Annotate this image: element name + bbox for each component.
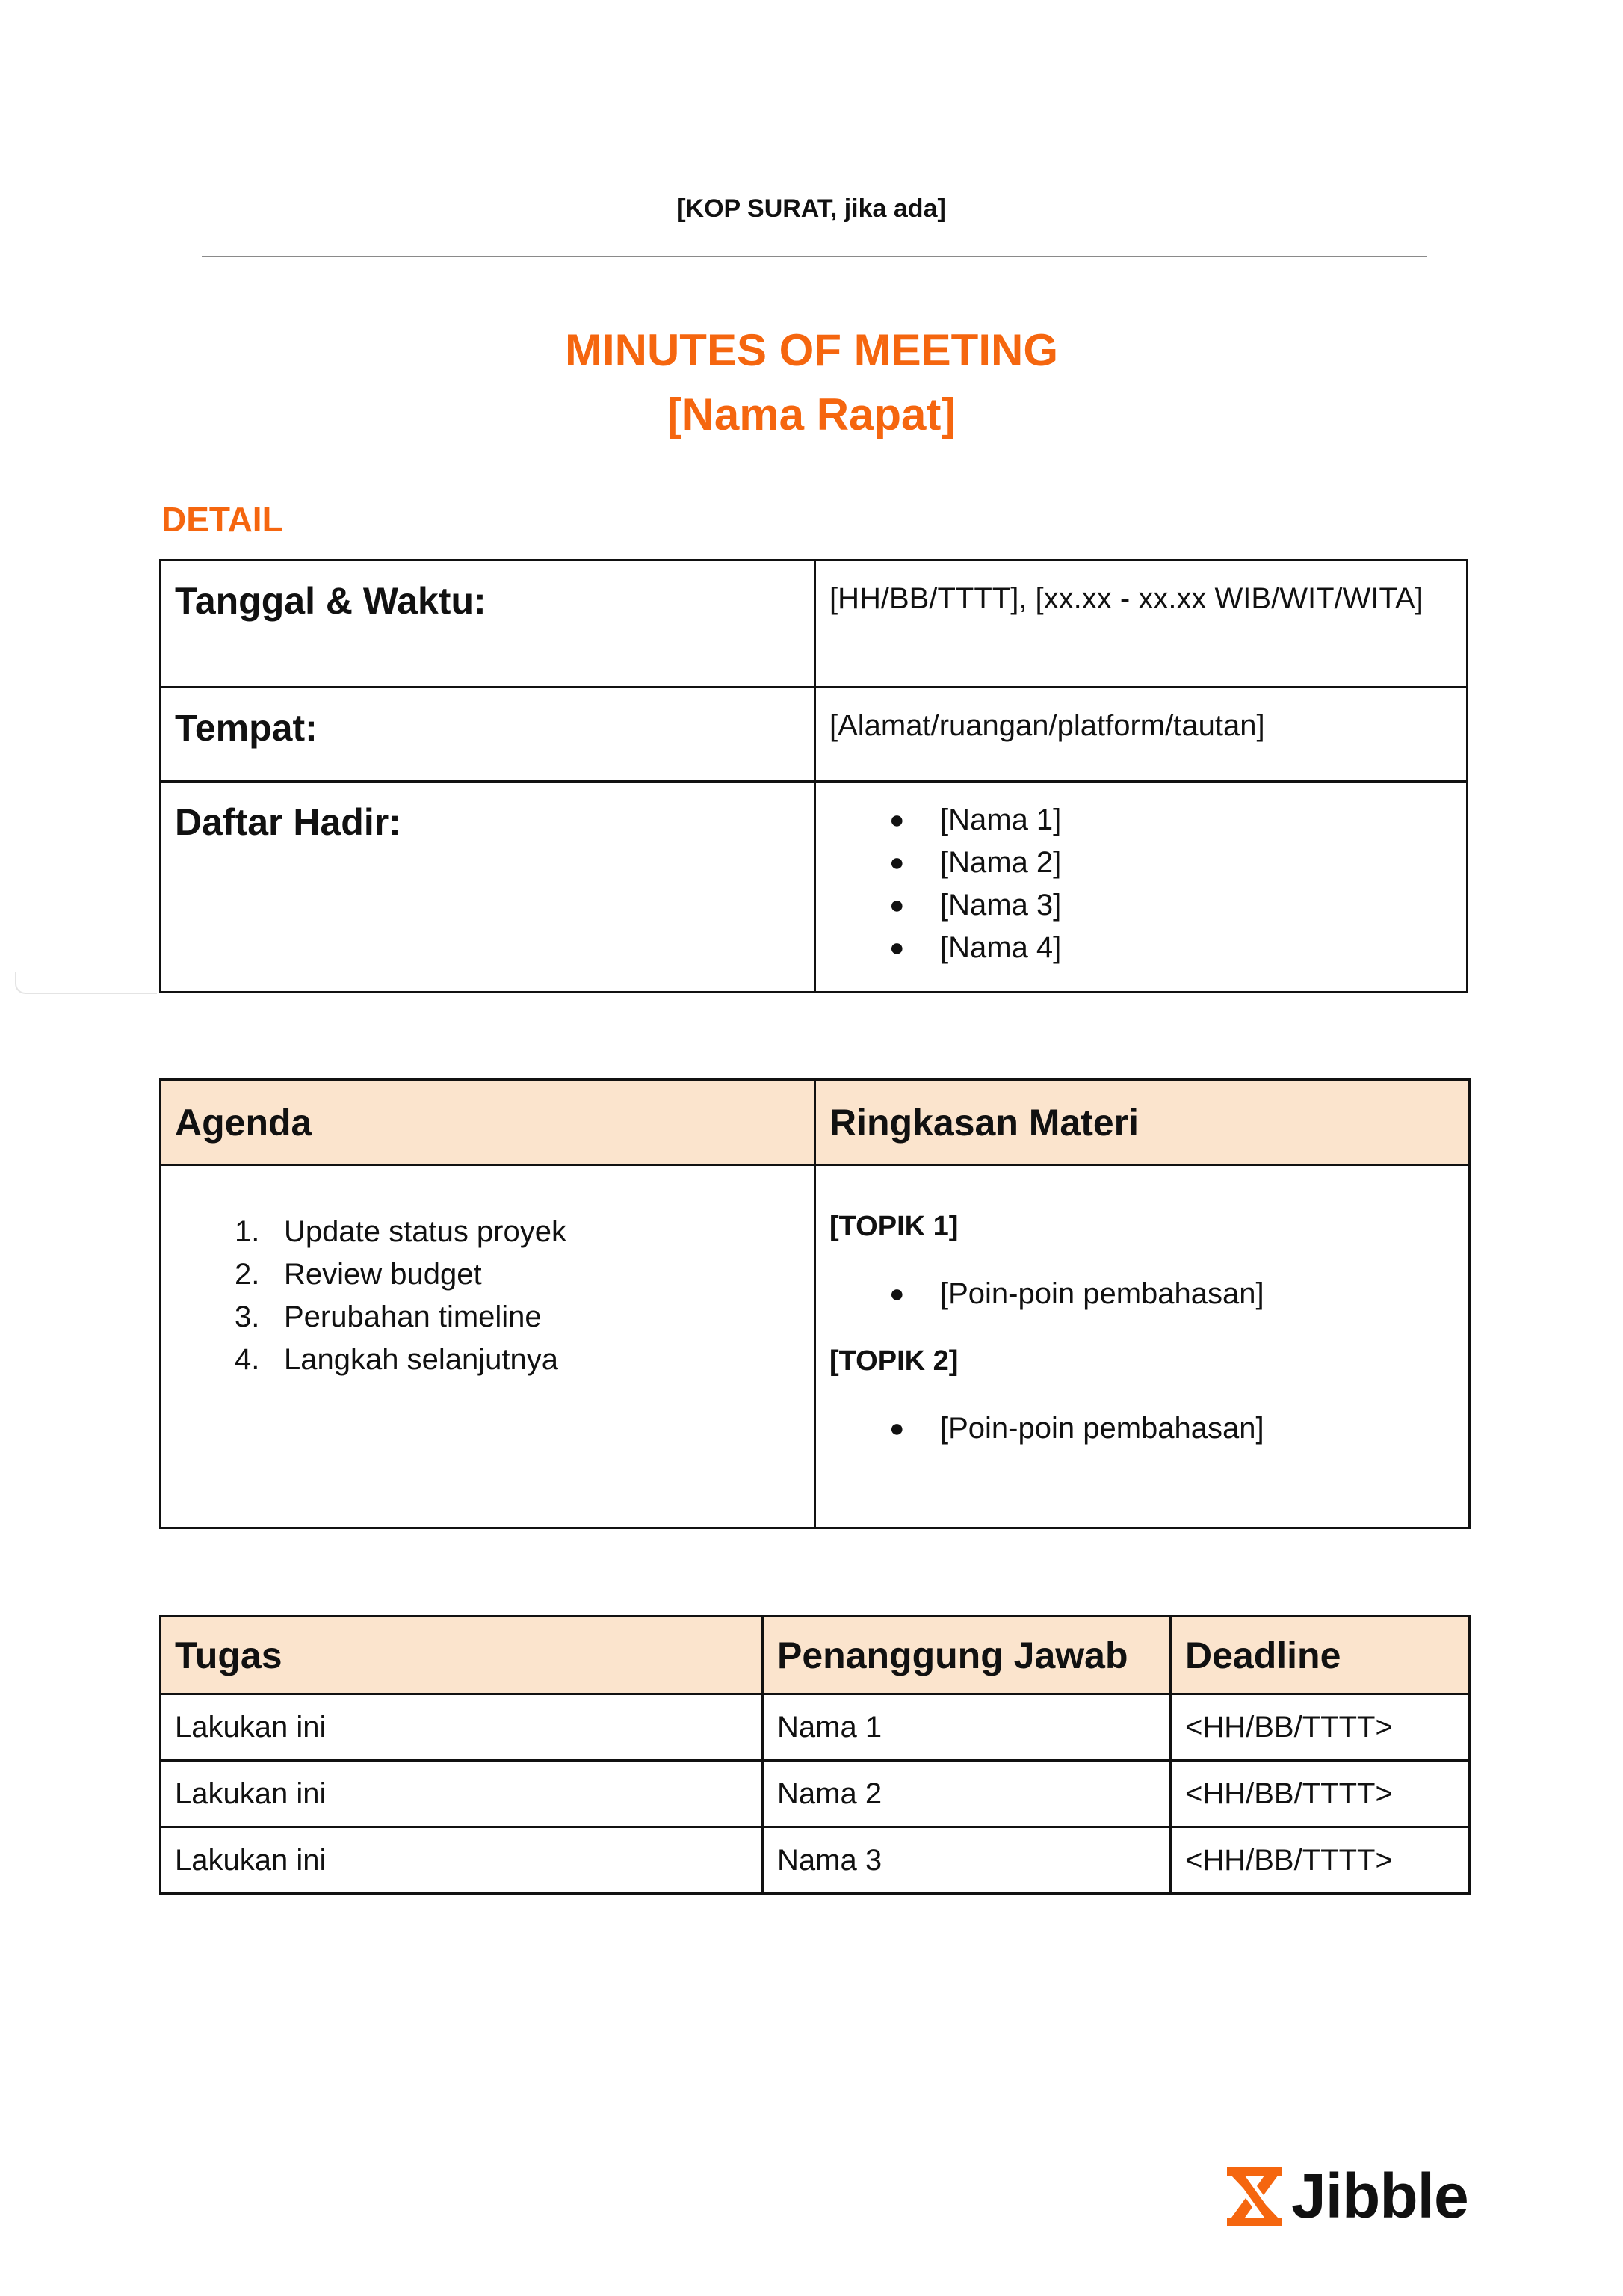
topic-point: [Poin-poin pembahasan]	[940, 1277, 1264, 1310]
list-item	[235, 1296, 800, 1339]
table-row	[161, 1827, 1470, 1894]
owner-header: Penanggung Jawab	[763, 1617, 1171, 1694]
detail-value: [Alamat/ruangan/platform/tautan]	[815, 688, 1468, 782]
detail-label: Tanggal & Waktu:	[161, 561, 815, 688]
attendee-list	[829, 799, 1453, 969]
bullet-icon: ●	[889, 1414, 905, 1442]
agenda-item: Update status proyek	[284, 1215, 566, 1248]
agenda-item: Review budget	[284, 1258, 482, 1291]
list-item	[889, 799, 1453, 842]
owner-cell: Nama 2	[763, 1761, 1171, 1827]
bullet-icon: ●	[889, 848, 905, 877]
item-number: 3.	[235, 1300, 260, 1333]
task-header-row	[161, 1617, 1470, 1694]
detail-label: Daftar Hadir:	[161, 782, 815, 993]
topic-points	[829, 1273, 1455, 1315]
deadline-header: Deadline	[1171, 1617, 1470, 1694]
logo-text: Jibble	[1291, 2161, 1468, 2231]
table-row	[161, 1761, 1470, 1827]
agenda-body-row	[161, 1165, 1470, 1528]
detail-row-place	[161, 688, 1468, 782]
owner-cell: Nama 1	[763, 1694, 1171, 1761]
attendee-name: [Nama 1]	[940, 803, 1062, 836]
list-item	[889, 842, 1453, 884]
jibble-hourglass-icon	[1227, 2167, 1282, 2226]
item-number: 4.	[235, 1343, 260, 1376]
bullet-icon: ●	[889, 1280, 905, 1308]
agenda-item: Langkah selanjutnya	[284, 1343, 558, 1376]
attendee-name: [Nama 3]	[940, 889, 1062, 922]
attendee-name: [Nama 4]	[940, 931, 1062, 964]
topic-title: [TOPIK 1]	[829, 1211, 959, 1242]
item-number: 2.	[235, 1258, 260, 1291]
agenda-table	[159, 1078, 1471, 1529]
document-title: MINUTES OF MEETING	[565, 325, 1058, 375]
agenda-list	[175, 1211, 800, 1381]
deadline-cell: <HH/BB/TTTT>	[1171, 1694, 1470, 1761]
task-cell: Lakukan ini	[161, 1827, 763, 1894]
jibble-logo	[1227, 2160, 1468, 2232]
letterhead-placeholder: [KOP SURAT, jika ada]	[677, 194, 946, 223]
agenda-header: Agenda	[161, 1080, 815, 1165]
owner-cell: Nama 3	[763, 1827, 1171, 1894]
list-item	[889, 1273, 1455, 1315]
detail-section-label: DETAIL	[161, 500, 283, 539]
agenda-header-row	[161, 1080, 1470, 1165]
task-header: Tugas	[161, 1617, 763, 1694]
agenda-cell	[161, 1165, 815, 1528]
list-item	[235, 1339, 800, 1381]
topic-points	[829, 1407, 1455, 1450]
detail-label: Tempat:	[161, 688, 815, 782]
list-item	[235, 1211, 800, 1253]
bullet-icon: ●	[889, 806, 905, 834]
deadline-cell: <HH/BB/TTTT>	[1171, 1827, 1470, 1894]
detail-table	[159, 559, 1468, 993]
bullet-icon: ●	[889, 891, 905, 919]
attendee-name: [Nama 2]	[940, 846, 1062, 879]
page-corner-mark	[15, 972, 157, 994]
topic-point: [Poin-poin pembahasan]	[940, 1412, 1264, 1445]
deadline-cell: <HH/BB/TTTT>	[1171, 1761, 1470, 1827]
meeting-name: [Nama Rapat]	[667, 389, 956, 439]
table-row	[161, 1694, 1470, 1761]
task-table	[159, 1615, 1471, 1895]
list-item	[889, 927, 1453, 969]
list-item	[889, 1407, 1455, 1450]
list-item	[889, 884, 1453, 927]
attendee-list-cell	[815, 782, 1468, 993]
list-item	[235, 1253, 800, 1296]
letterhead-divider	[202, 256, 1427, 257]
summary-cell	[815, 1165, 1470, 1528]
bullet-icon: ●	[889, 933, 905, 962]
item-number: 1.	[235, 1215, 260, 1248]
summary-header: Ringkasan Materi	[815, 1080, 1470, 1165]
detail-row-attendance	[161, 782, 1468, 993]
task-cell: Lakukan ini	[161, 1761, 763, 1827]
agenda-item: Perubahan timeline	[284, 1300, 542, 1333]
topic-title: [TOPIK 2]	[829, 1345, 959, 1377]
detail-value: [HH/BB/TTTT], [xx.xx - xx.xx WIB/WIT/WITA]	[815, 561, 1468, 688]
detail-row-datetime	[161, 561, 1468, 688]
task-cell: Lakukan ini	[161, 1694, 763, 1761]
